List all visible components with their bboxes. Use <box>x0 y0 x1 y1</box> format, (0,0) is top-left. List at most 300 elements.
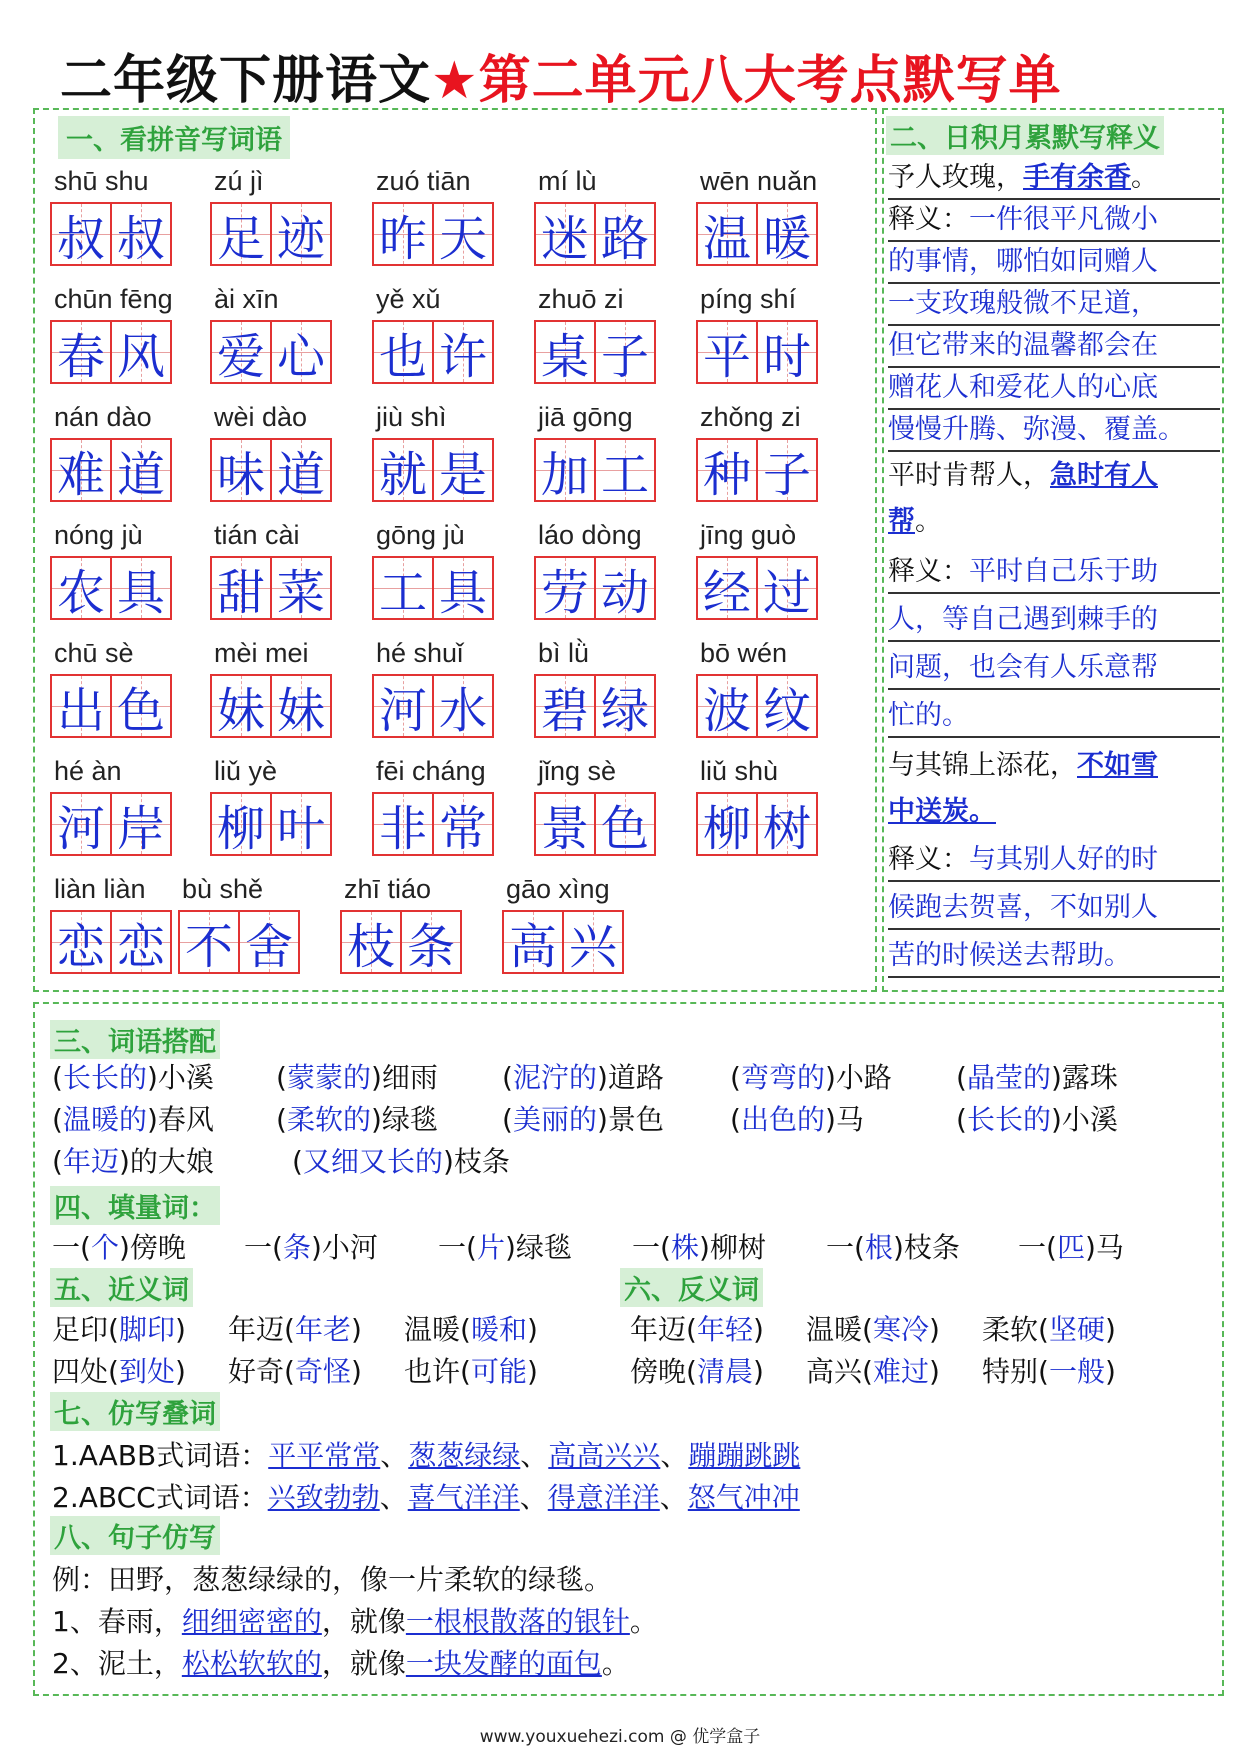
hanzi: 平 <box>702 328 751 385</box>
char-boxes <box>50 202 172 266</box>
char-boxes <box>210 792 332 856</box>
char-boxes <box>178 910 300 974</box>
char-box <box>210 556 272 620</box>
pinyin: jiā gōng <box>538 402 633 432</box>
bracket: ) <box>350 1355 362 1388</box>
synonym-item <box>228 1310 362 1350</box>
bracket: ) <box>526 1313 538 1346</box>
hanzi: 子 <box>600 328 649 385</box>
char-box <box>562 910 624 974</box>
char-box <box>110 438 172 502</box>
collocation-item <box>52 1058 214 1098</box>
section7-heading: 七、仿写叠词 <box>50 1392 220 1431</box>
bracket: ) <box>928 1355 940 1388</box>
hanzi: 具 <box>116 564 165 621</box>
char-boxes <box>534 438 656 502</box>
collocation-item <box>956 1100 1118 1140</box>
measure-item <box>52 1228 186 1268</box>
separator: 、 <box>660 1439 689 1472</box>
pinyin: zhī tiáo <box>344 874 432 904</box>
collocation-item <box>730 1100 864 1140</box>
char-box <box>110 202 172 266</box>
hanzi: 许 <box>438 328 487 385</box>
pinyin: bì lǜ <box>538 638 590 668</box>
hanzi: 不 <box>184 918 233 975</box>
char-boxes <box>534 556 656 620</box>
word: 年迈( <box>630 1313 697 1346</box>
prefix: 一( <box>438 1231 477 1264</box>
hanzi: 妹 <box>216 682 265 739</box>
bracket: ) <box>1104 1313 1116 1346</box>
char-box <box>756 438 818 502</box>
hanzi: 叔 <box>56 210 105 267</box>
noun: )柳树 <box>698 1231 766 1264</box>
pinyin: zhuō zi <box>538 284 624 314</box>
hanzi: 道 <box>276 446 325 503</box>
explanation-1-line-6: 慢慢升腾、弥漫、覆盖。 <box>888 410 1220 452</box>
answer-word: 平平常常 <box>268 1439 381 1472</box>
noun: )小路 <box>824 1061 892 1094</box>
bracket: ) <box>928 1313 940 1346</box>
char-box <box>110 792 172 856</box>
answer-word: 喜气洋洋 <box>407 1481 520 1514</box>
pinyin: zú jì <box>214 166 264 196</box>
proverb-3: 与其锦上添花，不如雪 <box>888 750 1158 781</box>
char-boxes <box>372 202 494 266</box>
explanation-1-line-5: 赠花人和爱花人的心底 <box>888 368 1220 410</box>
bracket: ( <box>276 1061 287 1094</box>
char-box <box>270 556 332 620</box>
pinyin: chūn fēng <box>54 284 173 314</box>
pinyin: liǔ shù <box>700 756 779 786</box>
char-box <box>534 556 596 620</box>
char-boxes <box>50 674 172 738</box>
pinyin: jiù shì <box>376 402 447 432</box>
hanzi: 恋 <box>56 918 105 975</box>
hanzi: 出 <box>56 682 105 739</box>
measure-item <box>244 1228 378 1268</box>
hanzi: 条 <box>406 918 455 975</box>
pinyin: wèi dào <box>214 402 308 432</box>
char-box <box>178 910 240 974</box>
char-boxes <box>502 910 624 974</box>
hanzi: 加 <box>540 446 589 503</box>
answer: 可能 <box>470 1355 527 1388</box>
synonym-item <box>228 1352 362 1392</box>
separator: 、 <box>380 1439 409 1472</box>
hanzi: 难 <box>56 446 105 503</box>
bracket: ( <box>502 1061 513 1094</box>
hanzi: 甜 <box>216 564 265 621</box>
char-boxes <box>50 792 172 856</box>
char-boxes <box>340 910 462 974</box>
collocation-item <box>502 1100 664 1140</box>
char-box <box>238 910 300 974</box>
explanation-2-line-1: 释义：平时自己乐于助 <box>888 552 1220 594</box>
hanzi: 也 <box>378 328 427 385</box>
char-box <box>50 674 112 738</box>
answer-word: 怒气冲冲 <box>687 1481 800 1514</box>
antonym-item <box>982 1310 1116 1350</box>
noun: )马 <box>1084 1231 1124 1264</box>
char-box <box>50 202 112 266</box>
hanzi: 风 <box>116 328 165 385</box>
pinyin: hé shuǐ <box>376 638 464 668</box>
answer: 长长的 <box>62 1061 147 1094</box>
answer: 坚硬 <box>1048 1313 1105 1346</box>
char-box <box>110 320 172 384</box>
char-box <box>210 320 272 384</box>
bracket: ( <box>956 1061 967 1094</box>
char-box <box>210 202 272 266</box>
pinyin: shū shu <box>54 166 149 196</box>
collocation-item <box>52 1100 214 1140</box>
char-boxes <box>696 320 818 384</box>
section8-heading: 八、句子仿写 <box>50 1516 220 1555</box>
collocation-item <box>956 1058 1118 1098</box>
answer: 又细又长的 <box>302 1145 443 1178</box>
example-sentence: 例：田野，葱葱绿绿的，像一片柔软的绿毯。 <box>52 1563 613 1596</box>
section3-heading: 三、词语搭配 <box>50 1020 220 1059</box>
pinyin: nán dào <box>54 402 152 432</box>
hanzi: 足 <box>216 210 265 267</box>
hanzi: 迷 <box>540 210 589 267</box>
char-box <box>110 910 172 974</box>
hanzi: 景 <box>540 800 589 857</box>
answer: 奇怪 <box>294 1355 351 1388</box>
hanzi: 工 <box>600 446 649 503</box>
char-box <box>50 556 112 620</box>
collocation-item <box>730 1058 892 1098</box>
answer: 到处 <box>118 1355 175 1388</box>
hanzi: 过 <box>762 564 811 621</box>
explanation-1-line-1: 释义：一件很平凡微小 <box>888 200 1220 242</box>
char-boxes <box>50 438 172 502</box>
char-box <box>432 556 494 620</box>
word: 四处( <box>52 1355 119 1388</box>
hanzi: 子 <box>762 446 811 503</box>
noun: )小河 <box>310 1231 378 1264</box>
explanation-2-line-4: 忙的。 <box>888 696 1220 738</box>
pinyin: jǐng sè <box>538 756 617 786</box>
hanzi: 温 <box>702 210 751 267</box>
pinyin: nóng jù <box>54 520 143 550</box>
char-box <box>50 792 112 856</box>
char-box <box>270 674 332 738</box>
pinyin: bō wén <box>700 638 788 668</box>
char-boxes <box>50 320 172 384</box>
char-boxes <box>50 910 172 974</box>
synonym-item <box>52 1352 186 1392</box>
answer: 出色的 <box>740 1103 825 1136</box>
explanation-2-line-2: 人，等自己遇到棘手的 <box>888 600 1220 642</box>
pinyin: hé àn <box>54 756 122 786</box>
pinyin: tián cài <box>214 520 300 550</box>
pinyin: chū sè <box>54 638 134 668</box>
char-box <box>210 792 272 856</box>
answer: 年轻 <box>696 1313 753 1346</box>
hanzi: 妹 <box>276 682 325 739</box>
hanzi: 农 <box>56 564 105 621</box>
hanzi: 劳 <box>540 564 589 621</box>
char-box <box>534 674 596 738</box>
proverb-2-cont: 帮。 <box>888 506 942 537</box>
char-box <box>696 320 758 384</box>
noun: )细雨 <box>370 1061 438 1094</box>
char-box <box>756 202 818 266</box>
answer: 难过 <box>872 1355 929 1388</box>
char-box <box>502 910 564 974</box>
antonym-item <box>806 1352 940 1392</box>
hanzi: 时 <box>762 328 811 385</box>
antonym-item <box>806 1310 940 1350</box>
noun: )小溪 <box>146 1061 214 1094</box>
hanzi: 心 <box>276 328 325 385</box>
hanzi: 舍 <box>244 918 293 975</box>
bracket: ) <box>752 1313 764 1346</box>
word: 温暖( <box>404 1313 471 1346</box>
char-box <box>594 320 656 384</box>
char-box <box>210 438 272 502</box>
noun: )小溪 <box>1050 1103 1118 1136</box>
char-boxes <box>696 556 818 620</box>
synonym-item <box>52 1310 186 1350</box>
prefix: 一( <box>1018 1231 1057 1264</box>
collocation-item <box>276 1058 438 1098</box>
pinyin: ài xīn <box>214 284 279 314</box>
pinyin: láo dòng <box>538 520 642 550</box>
noun: )春风 <box>146 1103 214 1136</box>
noun: )景色 <box>596 1103 664 1136</box>
hanzi: 波 <box>702 682 751 739</box>
noun: )马 <box>824 1103 864 1136</box>
char-boxes <box>696 674 818 738</box>
pinyin: jīng guò <box>700 520 797 550</box>
char-box <box>696 792 758 856</box>
pinyin: gāo xìng <box>506 874 610 904</box>
hanzi: 柳 <box>216 800 265 857</box>
bracket: ( <box>730 1061 741 1094</box>
hanzi: 迹 <box>276 210 325 267</box>
word: 温暖( <box>806 1313 873 1346</box>
char-box <box>340 910 402 974</box>
char-box <box>372 556 434 620</box>
pinyin: liǔ yè <box>214 756 278 786</box>
answer: 年迈 <box>62 1145 119 1178</box>
pinyin: liàn liàn <box>54 874 146 904</box>
char-boxes <box>210 202 332 266</box>
reduplication-line <box>52 1436 800 1476</box>
hanzi: 春 <box>56 328 105 385</box>
collocation-item <box>276 1100 438 1140</box>
char-boxes <box>210 320 332 384</box>
noun: )露珠 <box>1050 1061 1118 1094</box>
measure-item <box>826 1228 960 1268</box>
answer-word: 兴致勃勃 <box>267 1481 380 1514</box>
section4-heading: 四、填量词： <box>50 1186 220 1225</box>
char-box <box>534 438 596 502</box>
hanzi: 河 <box>56 800 105 857</box>
pinyin: zhǒng zi <box>700 402 801 432</box>
char-box <box>432 202 494 266</box>
answer: 片 <box>476 1231 505 1264</box>
pinyin: fēi cháng <box>376 756 486 786</box>
synonym-item <box>404 1352 538 1392</box>
char-boxes <box>534 792 656 856</box>
synonym-item <box>404 1310 538 1350</box>
hanzi: 高 <box>508 918 557 975</box>
bracket: ( <box>956 1103 967 1136</box>
answer: 柔软的 <box>286 1103 371 1136</box>
collocation-item <box>52 1142 214 1182</box>
antonym-item <box>982 1352 1116 1392</box>
bracket: ) <box>752 1355 764 1388</box>
char-boxes <box>372 792 494 856</box>
sentence-1: 1、春雨，细细密密的，就像一根根散落的银针。 <box>52 1605 658 1638</box>
hanzi: 河 <box>378 682 427 739</box>
char-boxes <box>696 202 818 266</box>
proverb-2: 平时肯帮人，急时有人 <box>888 460 1158 491</box>
pinyin: wēn nuǎn <box>700 166 818 196</box>
hanzi: 恋 <box>116 918 165 975</box>
hanzi: 是 <box>438 446 487 503</box>
char-box <box>432 792 494 856</box>
answer: 蒙蒙的 <box>286 1061 371 1094</box>
prefix: 一( <box>52 1231 91 1264</box>
explanation-2-line-3: 问题，也会有人乐意帮 <box>888 648 1220 690</box>
explanation-3-line-3: 苦的时候送去帮助。 <box>888 936 1220 978</box>
char-box <box>594 792 656 856</box>
answer-word: 高高兴兴 <box>548 1439 661 1472</box>
char-boxes <box>534 674 656 738</box>
separator: 、 <box>379 1481 408 1514</box>
char-boxes <box>50 556 172 620</box>
char-box <box>210 674 272 738</box>
hanzi: 色 <box>600 800 649 857</box>
antonym-item <box>630 1352 764 1392</box>
measure-item <box>1018 1228 1124 1268</box>
answer: 脚印 <box>118 1313 175 1346</box>
noun: )傍晚 <box>118 1231 186 1264</box>
separator: 、 <box>520 1439 549 1472</box>
antonym-item <box>630 1310 764 1350</box>
char-boxes <box>696 792 818 856</box>
answer: 条 <box>282 1231 311 1264</box>
answer: 温暖的 <box>62 1103 147 1136</box>
char-box <box>372 792 434 856</box>
pattern-label: 2.ABCC式词语： <box>52 1481 268 1514</box>
word: 高兴( <box>806 1355 873 1388</box>
explanation-1-line-2: 的事情，哪怕如同赠人 <box>888 242 1220 284</box>
hanzi: 桌 <box>540 328 589 385</box>
sentence-2: 2、泥土，松松软软的，就像一块发酵的面包。 <box>52 1647 630 1680</box>
section6-heading: 六、反义词 <box>620 1268 763 1307</box>
char-box <box>110 674 172 738</box>
answer: 个 <box>90 1231 119 1264</box>
pattern-label: 1.AABB式词语： <box>52 1439 269 1472</box>
answer: 泥泞的 <box>512 1061 597 1094</box>
explanation-1-line-3: 一支玫瑰般微不足道， <box>888 284 1220 326</box>
explanation-3-line-1: 释义：与其别人好的时 <box>888 840 1220 882</box>
char-box <box>756 674 818 738</box>
char-box <box>270 438 332 502</box>
hanzi: 天 <box>438 210 487 267</box>
pinyin: gōng jù <box>376 520 465 550</box>
char-box <box>372 438 434 502</box>
answer: 根 <box>864 1231 893 1264</box>
char-box <box>696 438 758 502</box>
answer: 寒冷 <box>872 1313 929 1346</box>
separator: 、 <box>659 1481 688 1514</box>
char-box <box>270 320 332 384</box>
noun: )道路 <box>596 1061 664 1094</box>
section2-heading: 二、日积月累默写释义 <box>886 116 1164 155</box>
hanzi: 昨 <box>378 210 427 267</box>
hanzi: 具 <box>438 564 487 621</box>
prefix: 一( <box>244 1231 283 1264</box>
noun: )的大娘 <box>118 1145 214 1178</box>
word: 也许( <box>404 1355 471 1388</box>
answer: 晶莹的 <box>966 1061 1051 1094</box>
pinyin: mí lù <box>538 166 597 196</box>
section5-heading: 五、近义词 <box>50 1268 193 1307</box>
hanzi: 动 <box>600 564 649 621</box>
hanzi: 经 <box>702 564 751 621</box>
char-box <box>372 202 434 266</box>
separator: 、 <box>519 1481 548 1514</box>
word: 柔软( <box>982 1313 1049 1346</box>
collocation-item <box>292 1142 510 1182</box>
char-boxes <box>372 674 494 738</box>
bracket: ( <box>52 1061 63 1094</box>
char-box <box>594 438 656 502</box>
proverb-1: 予人玫瑰，手有余香。 <box>888 158 1220 200</box>
answer: 美丽的 <box>512 1103 597 1136</box>
char-box <box>110 556 172 620</box>
char-boxes <box>534 202 656 266</box>
char-boxes <box>372 556 494 620</box>
hanzi: 爱 <box>216 328 265 385</box>
pinyin: zuó tiān <box>376 166 471 196</box>
hanzi: 水 <box>438 682 487 739</box>
answer: 株 <box>670 1231 699 1264</box>
char-box <box>756 792 818 856</box>
pinyin: yě xǔ <box>376 284 441 314</box>
hanzi: 枝 <box>346 918 395 975</box>
char-box <box>372 674 434 738</box>
answer: 一般 <box>1048 1355 1105 1388</box>
char-box <box>432 438 494 502</box>
hanzi: 碧 <box>540 682 589 739</box>
char-box <box>372 320 434 384</box>
bracket: ) <box>350 1313 362 1346</box>
char-box <box>432 674 494 738</box>
char-box <box>594 674 656 738</box>
char-box <box>534 792 596 856</box>
hanzi: 柳 <box>702 800 751 857</box>
hanzi: 色 <box>116 682 165 739</box>
noun: )绿毯 <box>370 1103 438 1136</box>
page-title: 二年级下册语文★第二单元八大考点默写单 <box>60 51 1062 111</box>
hanzi: 路 <box>600 210 649 267</box>
hanzi: 纹 <box>762 682 811 739</box>
char-box <box>400 910 462 974</box>
answer: 年老 <box>294 1313 351 1346</box>
word: 足印( <box>52 1313 119 1346</box>
hanzi: 叶 <box>276 800 325 857</box>
word: 特别( <box>982 1355 1049 1388</box>
word: 年迈( <box>228 1313 295 1346</box>
